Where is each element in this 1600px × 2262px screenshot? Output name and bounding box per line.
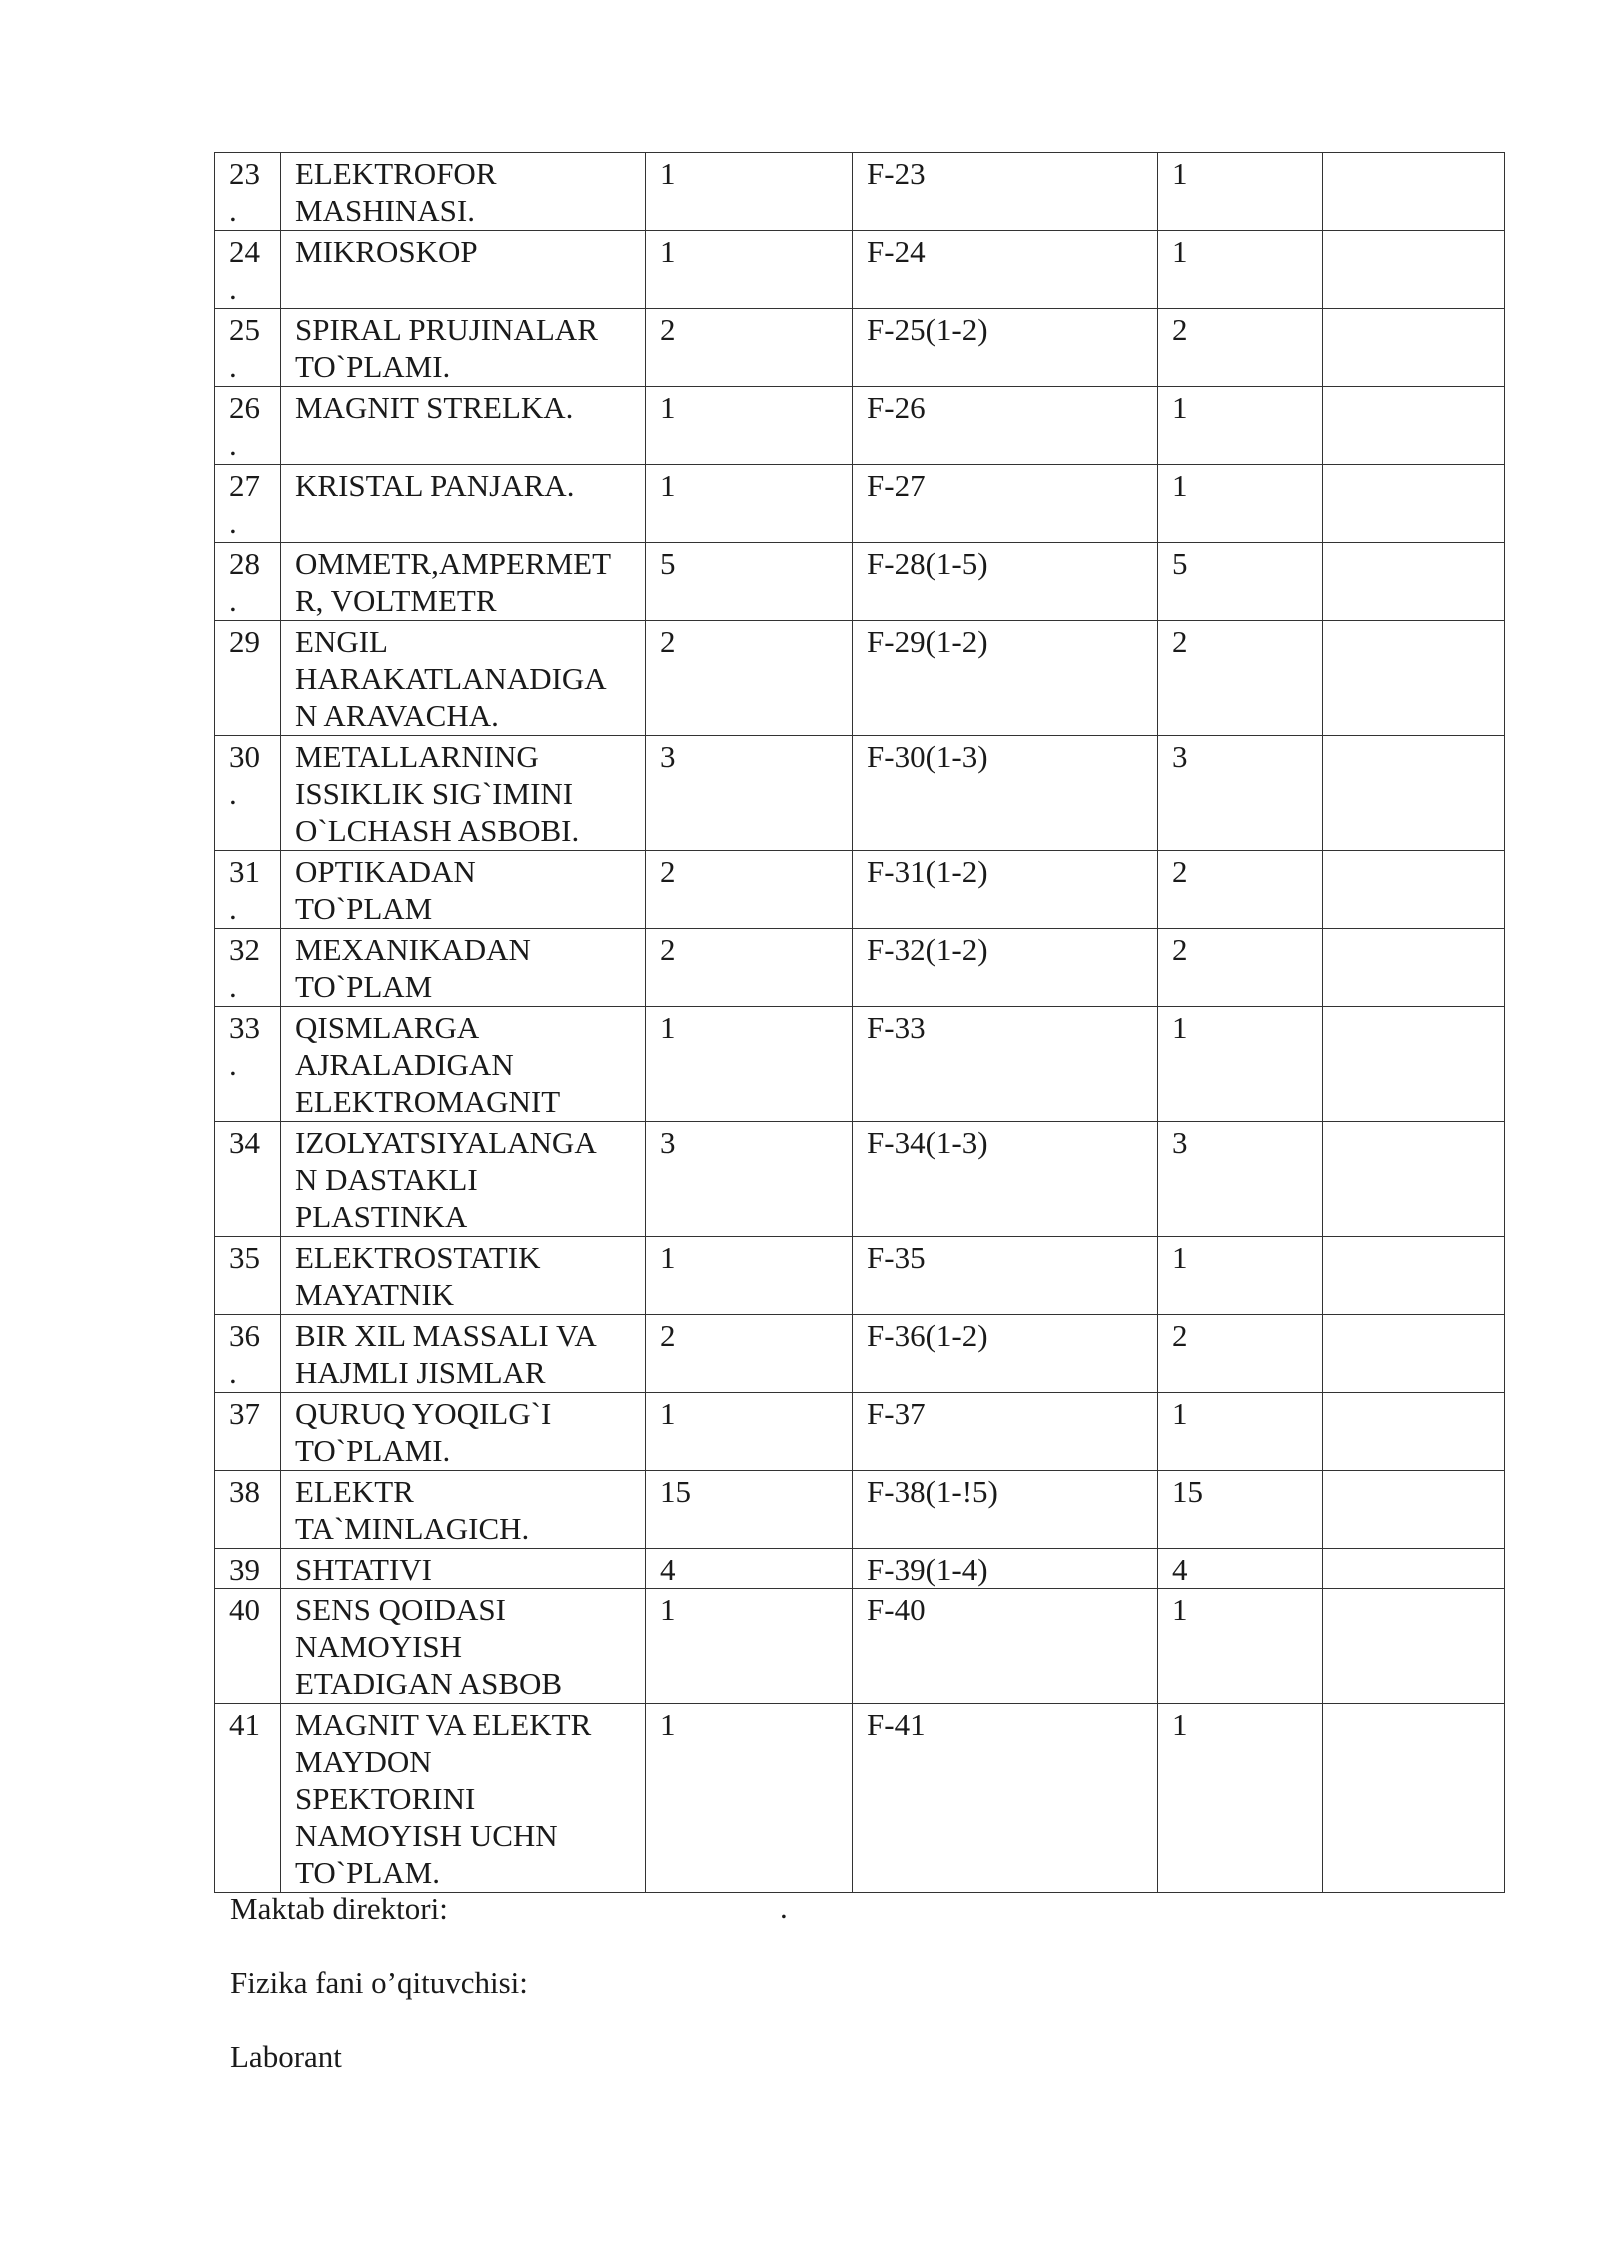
table-row bbox=[215, 1393, 1505, 1471]
table-row bbox=[215, 851, 1505, 929]
quantity-actual-cell: 2 bbox=[1158, 929, 1323, 1007]
row-number-cell: 36 . bbox=[215, 1315, 281, 1393]
inventory-code-cell: F-38(1-!5) bbox=[853, 1471, 1158, 1549]
item-name-cell: OMMETR,AMPERMET R, VOLTMETR bbox=[281, 543, 646, 621]
note-cell bbox=[1323, 1704, 1505, 1893]
row-number-cell: 30 . bbox=[215, 736, 281, 851]
inventory-table-body bbox=[215, 153, 1505, 1893]
inventory-table bbox=[214, 152, 1505, 1893]
quantity-actual-cell: 1 bbox=[1158, 153, 1323, 231]
item-name-cell: QISMLARGA AJRALADIGAN ELEKTROMAGNIT bbox=[281, 1007, 646, 1122]
table-row bbox=[215, 387, 1505, 465]
quantity-actual-cell: 1 bbox=[1158, 387, 1323, 465]
item-name-cell: IZOLYATSIYALANGA N DASTAKLI PLASTINKA bbox=[281, 1122, 646, 1237]
item-name-cell: ELEKTR TA`MINLAGICH. bbox=[281, 1471, 646, 1549]
quantity-actual-cell: 15 bbox=[1158, 1471, 1323, 1549]
note-cell bbox=[1323, 1122, 1505, 1237]
row-number-cell: 32 . bbox=[215, 929, 281, 1007]
note-cell bbox=[1323, 1237, 1505, 1315]
row-number-cell: 34 bbox=[215, 1122, 281, 1237]
row-number-cell: 28 . bbox=[215, 543, 281, 621]
note-cell bbox=[1323, 1007, 1505, 1122]
table-row bbox=[215, 1122, 1505, 1237]
note-cell bbox=[1323, 543, 1505, 621]
row-number-cell: 41 bbox=[215, 1704, 281, 1893]
director-signature-label: Maktab direktori: bbox=[230, 1891, 448, 1926]
quantity-actual-cell: 2 bbox=[1158, 851, 1323, 929]
inventory-code-cell: F-28(1-5) bbox=[853, 543, 1158, 621]
inventory-code-cell: F-41 bbox=[853, 1704, 1158, 1893]
inventory-code-cell: F-23 bbox=[853, 153, 1158, 231]
quantity-cell: 1 bbox=[646, 153, 853, 231]
item-name-cell: KRISTAL PANJARA. bbox=[281, 465, 646, 543]
table-row bbox=[215, 1237, 1505, 1315]
item-name-cell: OPTIKADAN TO`PLAM bbox=[281, 851, 646, 929]
item-name-cell: SENS QOIDASI NAMOYISH ETADIGAN ASBOB bbox=[281, 1589, 646, 1704]
item-name-cell: SPIRAL PRUJINALAR TO`PLAMI. bbox=[281, 309, 646, 387]
note-cell bbox=[1323, 1589, 1505, 1704]
quantity-actual-cell: 5 bbox=[1158, 543, 1323, 621]
table-row bbox=[215, 1315, 1505, 1393]
inventory-code-cell: F-33 bbox=[853, 1007, 1158, 1122]
row-number-cell: 25 . bbox=[215, 309, 281, 387]
item-name-cell: MEXANIKADAN TO`PLAM bbox=[281, 929, 646, 1007]
table-row bbox=[215, 231, 1505, 309]
table-row bbox=[215, 621, 1505, 736]
item-name-cell: SHTATIVI bbox=[281, 1549, 646, 1589]
quantity-cell: 2 bbox=[646, 1315, 853, 1393]
quantity-actual-cell: 1 bbox=[1158, 465, 1323, 543]
note-cell bbox=[1323, 309, 1505, 387]
inventory-code-cell: F-25(1-2) bbox=[853, 309, 1158, 387]
inventory-code-cell: F-27 bbox=[853, 465, 1158, 543]
row-number-cell: 39 bbox=[215, 1549, 281, 1589]
table-row bbox=[215, 465, 1505, 543]
row-number-cell: 37 bbox=[215, 1393, 281, 1471]
inventory-code-cell: F-35 bbox=[853, 1237, 1158, 1315]
table-row bbox=[215, 929, 1505, 1007]
row-number-cell: 40 bbox=[215, 1589, 281, 1704]
inventory-code-cell: F-24 bbox=[853, 231, 1158, 309]
quantity-cell: 2 bbox=[646, 929, 853, 1007]
note-cell bbox=[1323, 387, 1505, 465]
item-name-cell: MIKROSKOP bbox=[281, 231, 646, 309]
quantity-actual-cell: 2 bbox=[1158, 1315, 1323, 1393]
quantity-actual-cell: 1 bbox=[1158, 231, 1323, 309]
row-number-cell: 23 . bbox=[215, 153, 281, 231]
quantity-cell: 4 bbox=[646, 1549, 853, 1589]
quantity-cell: 1 bbox=[646, 1589, 853, 1704]
quantity-cell: 1 bbox=[646, 387, 853, 465]
table-row bbox=[215, 309, 1505, 387]
quantity-cell: 3 bbox=[646, 736, 853, 851]
row-number-cell: 31 . bbox=[215, 851, 281, 929]
note-cell bbox=[1323, 465, 1505, 543]
quantity-actual-cell: 4 bbox=[1158, 1549, 1323, 1589]
table-row bbox=[215, 1471, 1505, 1549]
row-number-cell: 29 bbox=[215, 621, 281, 736]
quantity-cell: 2 bbox=[646, 621, 853, 736]
quantity-cell: 15 bbox=[646, 1471, 853, 1549]
quantity-cell: 5 bbox=[646, 543, 853, 621]
note-cell bbox=[1323, 621, 1505, 736]
row-number-cell: 26 . bbox=[215, 387, 281, 465]
table-row bbox=[215, 543, 1505, 621]
quantity-actual-cell: 1 bbox=[1158, 1237, 1323, 1315]
quantity-actual-cell: 3 bbox=[1158, 1122, 1323, 1237]
inventory-code-cell: F-31(1-2) bbox=[853, 851, 1158, 929]
quantity-actual-cell: 2 bbox=[1158, 621, 1323, 736]
quantity-cell: 1 bbox=[646, 1007, 853, 1122]
note-cell bbox=[1323, 153, 1505, 231]
table-row bbox=[215, 1007, 1505, 1122]
quantity-actual-cell: 3 bbox=[1158, 736, 1323, 851]
note-cell bbox=[1323, 1471, 1505, 1549]
quantity-cell: 1 bbox=[646, 1393, 853, 1471]
table-row bbox=[215, 153, 1505, 231]
quantity-actual-cell: 1 bbox=[1158, 1393, 1323, 1471]
inventory-code-cell: F-26 bbox=[853, 387, 1158, 465]
item-name-cell: MAGNIT VA ELEKTR MAYDON SPEKTORINI NAMOYISH UCHN TO`PLAM. bbox=[281, 1704, 646, 1893]
quantity-cell: 2 bbox=[646, 851, 853, 929]
quantity-cell: 1 bbox=[646, 231, 853, 309]
note-cell bbox=[1323, 929, 1505, 1007]
note-cell bbox=[1323, 1549, 1505, 1589]
inventory-code-cell: F-37 bbox=[853, 1393, 1158, 1471]
item-name-cell: ELEKTROFOR MASHINASI. bbox=[281, 153, 646, 231]
inventory-code-cell: F-34(1-3) bbox=[853, 1122, 1158, 1237]
inventory-code-cell: F-29(1-2) bbox=[853, 621, 1158, 736]
laborant-signature-label: Laborant bbox=[230, 2039, 342, 2074]
row-number-cell: 24 . bbox=[215, 231, 281, 309]
inventory-code-cell: F-36(1-2) bbox=[853, 1315, 1158, 1393]
row-number-cell: 35 bbox=[215, 1237, 281, 1315]
note-cell bbox=[1323, 231, 1505, 309]
note-cell bbox=[1323, 736, 1505, 851]
quantity-cell: 1 bbox=[646, 1704, 853, 1893]
teacher-signature-label: Fizika fani o’qituvchisi: bbox=[230, 1965, 528, 2000]
item-name-cell: ELEKTROSTATIK MAYATNIK bbox=[281, 1237, 646, 1315]
table-row bbox=[215, 1549, 1505, 1589]
item-name-cell: BIR XIL MASSALI VA HAJMLI JISMLAR bbox=[281, 1315, 646, 1393]
quantity-actual-cell: 1 bbox=[1158, 1007, 1323, 1122]
item-name-cell: MAGNIT STRELKA. bbox=[281, 387, 646, 465]
inventory-code-cell: F-32(1-2) bbox=[853, 929, 1158, 1007]
quantity-actual-cell: 2 bbox=[1158, 309, 1323, 387]
quantity-cell: 3 bbox=[646, 1122, 853, 1237]
quantity-cell: 1 bbox=[646, 465, 853, 543]
table-row bbox=[215, 1589, 1505, 1704]
quantity-actual-cell: 1 bbox=[1158, 1704, 1323, 1893]
quantity-actual-cell: 1 bbox=[1158, 1589, 1323, 1704]
note-cell bbox=[1323, 851, 1505, 929]
table-row bbox=[215, 1704, 1505, 1893]
row-number-cell: 27 . bbox=[215, 465, 281, 543]
item-name-cell: QURUQ YOQILG`I TO`PLAMI. bbox=[281, 1393, 646, 1471]
inventory-code-cell: F-39(1-4) bbox=[853, 1549, 1158, 1589]
table-row bbox=[215, 736, 1505, 851]
row-number-cell: 38 bbox=[215, 1471, 281, 1549]
quantity-cell: 2 bbox=[646, 309, 853, 387]
note-cell bbox=[1323, 1315, 1505, 1393]
row-number-cell: 33 . bbox=[215, 1007, 281, 1122]
item-name-cell: METALLARNING ISSIKLIK SIG`IMINI O`LCHASH ASBOBI. bbox=[281, 736, 646, 851]
note-cell bbox=[1323, 1393, 1505, 1471]
item-name-cell: ENGIL HARAKATLANADIGA N ARAVACHA. bbox=[281, 621, 646, 736]
inventory-code-cell: F-40 bbox=[853, 1589, 1158, 1704]
quantity-cell: 1 bbox=[646, 1237, 853, 1315]
director-signature-dot: . bbox=[780, 1890, 788, 1925]
inventory-code-cell: F-30(1-3) bbox=[853, 736, 1158, 851]
